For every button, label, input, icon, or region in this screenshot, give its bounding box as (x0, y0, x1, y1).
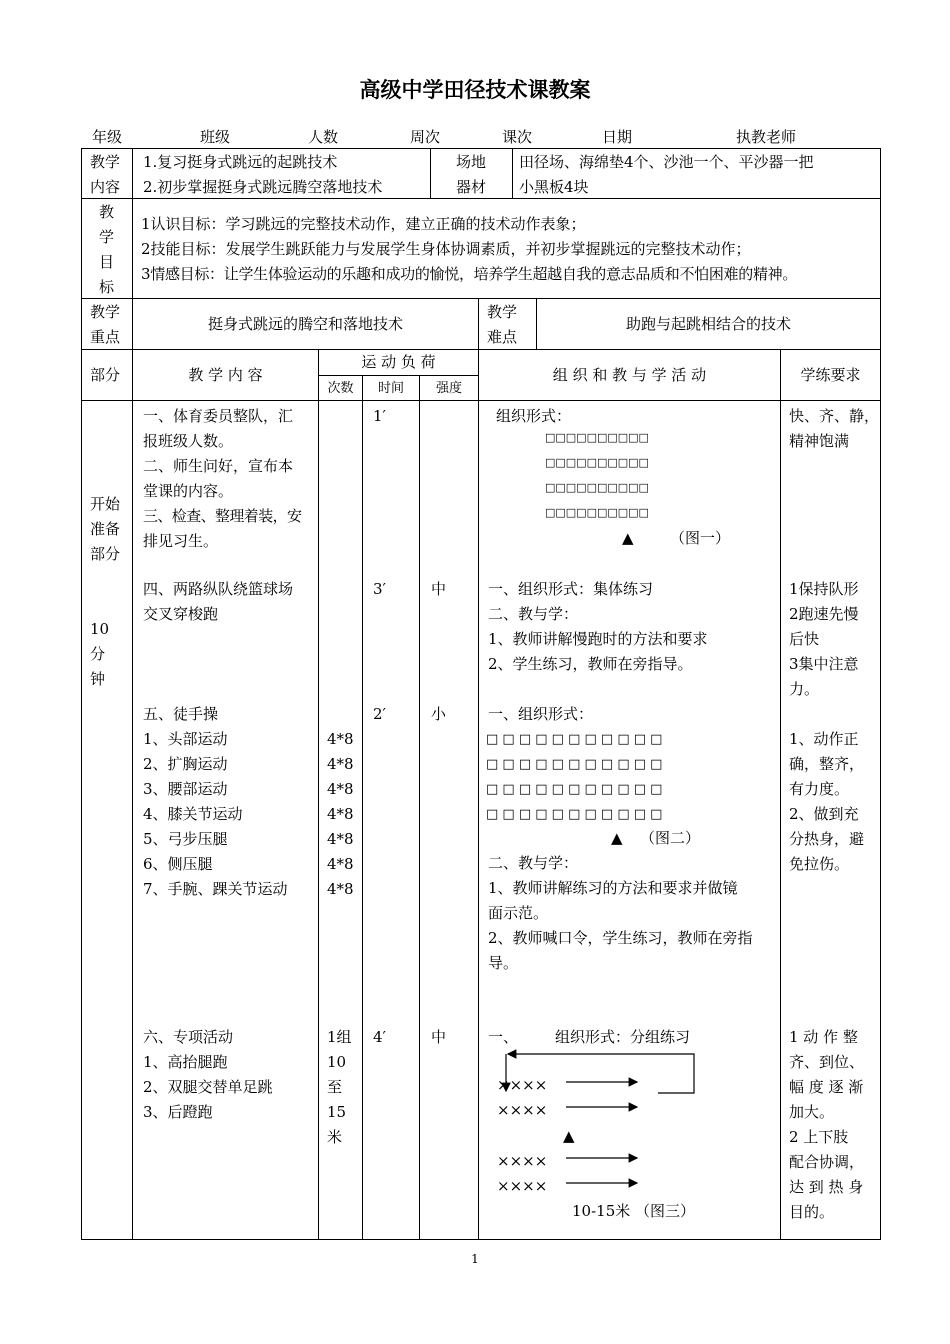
s4-intensity: 中 (431, 1028, 447, 1046)
header-lesson: 课次 (502, 128, 533, 146)
col-intensity: 强度 (435, 381, 462, 396)
page-number: 1 (471, 1252, 479, 1266)
s4-requirements: 1 动 作 整 齐、到位、 幅 度 逐 渐 加大。 2 上下肢 配合协调， 达 到 热 身 目的。 (789, 1028, 865, 1221)
s4-activity-prefix: 一、 (488, 1028, 519, 1046)
list-item: 3、后蹬跑 (143, 1103, 213, 1121)
content-line: 1.复习挺身式跳远的起跳技术 (143, 153, 338, 171)
s1-caption: （图一） (670, 529, 731, 547)
formation-row: □□□□□□□□□□ (545, 506, 649, 519)
s4-row: ×××× (497, 1101, 548, 1119)
col-requirements: 学练要求 (800, 366, 861, 384)
col-part: 部分 (90, 366, 121, 384)
s2-activity: 一、组织形式：集体练习 二、教与学： 1、教师讲解慢跑时的方法和要求 2、学生练习，教师在旁指导。 (488, 580, 708, 673)
list-item: 2、扩胸运动 (143, 755, 228, 773)
s1-activity-title: 组织形式： (496, 407, 572, 425)
page-title: 高级中学田径技术课教案 (359, 78, 591, 102)
content-line: 2.初步掌握挺身式跳远腾空落地技术 (143, 178, 383, 196)
return-arrow (508, 1054, 694, 1093)
goal-line: 1认识目标：学习跳远的完整技术动作，建立正确的技术动作表象； (141, 215, 586, 233)
list-item: 四、两路纵队绕篮球场 (143, 580, 294, 598)
part-duration: 10 分 钟 (90, 620, 110, 688)
header-date: 日期 (602, 128, 633, 146)
list-item: 1、高抬腿跑 (143, 1053, 228, 1071)
list-item: 排见习生。 (143, 532, 219, 550)
s3-activity-title: 一、组织形式： (488, 705, 594, 723)
list-item: 4、膝关节运动 (143, 805, 243, 823)
formation-row: □ □ □ □ □ □ □ □ □ □ □ (486, 782, 663, 797)
list-item: 6、侧压腿 (143, 855, 213, 873)
difficulty-point: 助跑与起跳相结合的技术 (625, 315, 791, 333)
header-week: 周次 (410, 128, 441, 146)
venue-line: 田径场、海绵垫4个、沙池一个、平沙器一把 (519, 153, 814, 171)
s1-time: 1′ (373, 407, 386, 425)
s4-counts: 1组 10 至 15 米 (327, 1028, 352, 1146)
s4-caption: 10-15米 （图三） (572, 1202, 696, 1220)
s3-counts: 4*8 4*8 4*8 4*8 4*8 4*8 4*8 (327, 730, 354, 898)
s1-requirements: 快、齐、静， 精神饱满 (789, 407, 880, 450)
s4-row: ×××× (497, 1076, 548, 1094)
teacher-marker: ▲ (611, 829, 623, 847)
formation-row: □□□□□□□□□□ (545, 481, 649, 494)
s3-activity: 二、教与学： 1、教师讲解练习的方法和要求并做镜 面示范。 2、教师喊口令，学生练习，教师在旁指 导。 (488, 854, 753, 972)
s4-time: 4′ (373, 1028, 386, 1046)
formation-row: □ □ □ □ □ □ □ □ □ □ □ (486, 807, 663, 822)
col-load: 运 动 负 荷 (361, 353, 436, 371)
venue-line: 小黑板4块 (519, 178, 589, 196)
s3-intensity: 小 (431, 705, 447, 723)
list-item: 3、腰部运动 (143, 780, 228, 798)
list-item: 五、徒手操 (143, 705, 219, 723)
s2-requirements: 1保持队形 2跑速先慢 后快 3集中注意 力。 (789, 580, 859, 698)
formation-row: □□□□□□□□□□ (545, 431, 649, 444)
formation-row: □ □ □ □ □ □ □ □ □ □ □ (486, 732, 663, 747)
goals-label: 教 学 目 标 (99, 203, 115, 296)
goal-line: 2技能目标：发展学生跳跃能力与发展学生身体协调素质，并初步掌握跳远的完整技术动作； (141, 240, 751, 258)
list-item: 7、手腕、踝关节运动 (143, 880, 288, 898)
venue-label: 场地 器材 (456, 153, 487, 196)
header-grade: 年级 (92, 128, 123, 146)
s3-caption: （图二） (640, 829, 701, 847)
list-item: 报班级人数。 (143, 432, 234, 450)
list-item: 六、专项活动 (143, 1028, 234, 1046)
key-point: 挺身式跳远的腾空和落地技术 (207, 315, 403, 333)
formation-row: □□□□□□□□□□ (545, 456, 649, 469)
key-label: 教学 重点 (90, 303, 121, 346)
list-item: 1、头部运动 (143, 730, 228, 748)
goal-line: 3情感目标：让学生体验运动的乐趣和成功的愉悦，培养学生超越自我的意志品质和不怕困难的精神。 (141, 265, 798, 283)
s3-requirements: 1、动作正 确，整齐， 有力度。 2、做到充 分热身，避 免拉伤。 (789, 730, 865, 873)
list-item: 三、检查、整理着装，安 (143, 507, 302, 525)
row1-label: 教学 内容 (90, 153, 121, 196)
difficulty-label: 教学 难点 (487, 303, 518, 346)
s4-row: ×××× (497, 1152, 548, 1170)
formation-row: □ □ □ □ □ □ □ □ □ □ □ (486, 757, 663, 772)
part-label: 开始 准备 部分 (90, 495, 121, 563)
list-item: 二、师生问好，宣布本 (143, 457, 294, 475)
header-teacher: 执教老师 (736, 128, 797, 146)
col-activity: 组 织 和 教 与 学 活 动 (552, 366, 707, 384)
header-class: 班级 (200, 128, 231, 146)
s4-row: ×××× (497, 1177, 548, 1195)
list-item: 2、双腿交替单足跳 (143, 1078, 273, 1096)
list-item: 交叉穿梭跑 (143, 605, 219, 623)
s2-intensity: 中 (431, 580, 447, 598)
s3-time: 2′ (373, 705, 386, 723)
col-time: 时间 (377, 381, 404, 396)
teacher-marker: ▲ (563, 1127, 575, 1145)
list-item: 一、体育委员整队，汇 (143, 407, 294, 425)
teacher-marker: ▲ (622, 529, 634, 547)
s2-time: 3′ (373, 580, 386, 598)
header-count: 人数 (308, 128, 339, 146)
list-item: 堂课的内容。 (143, 482, 234, 500)
col-count: 次数 (327, 381, 354, 396)
list-item: 5、弓步压腿 (143, 830, 228, 848)
s4-activity-title: 组织形式：分组练习 (555, 1028, 691, 1046)
col-content: 教 学 内 容 (188, 366, 263, 384)
